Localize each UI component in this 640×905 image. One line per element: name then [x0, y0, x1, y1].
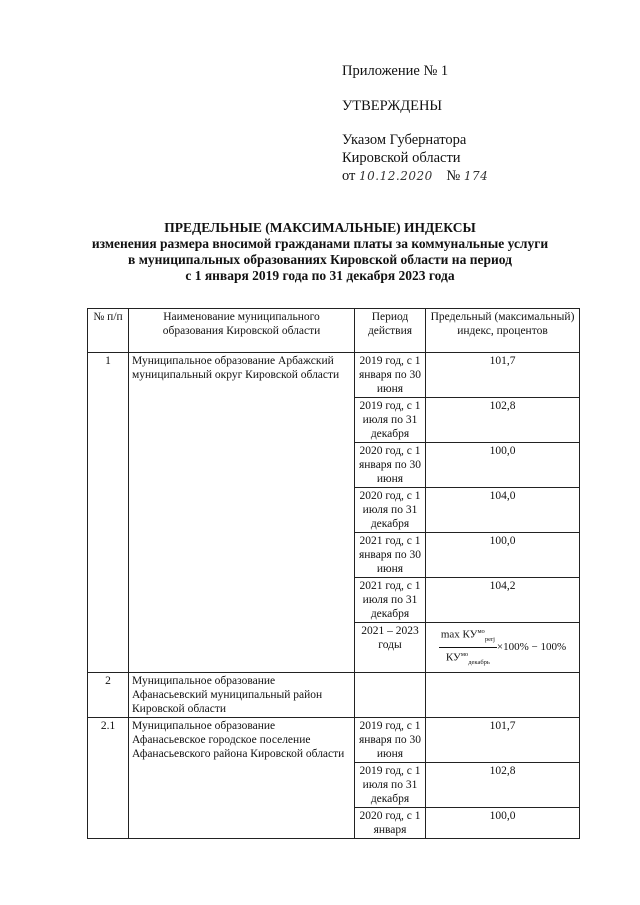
decree-line-1: Указом Губернатора: [342, 132, 467, 148]
index-cell: 101,7: [426, 717, 580, 762]
period-cell: 2020 год, с 1 января по 30 июня: [355, 443, 426, 488]
index-cell: 100,0: [426, 443, 580, 488]
row-num: 2: [88, 672, 129, 717]
row-name: Муниципальное образование Афанасьевское городское поселение Афанасьевского района Кировской области: [129, 717, 355, 838]
index-cell: [426, 672, 580, 717]
col-header-index: Предельный (максимальный) индекс, процентов: [426, 309, 580, 353]
col-header-name: Наименование муниципального образования Кировской области: [129, 309, 355, 353]
period-cell: [355, 672, 426, 717]
title-line-2: изменения размера вносимой гражданами платы за коммунальные услуги: [91, 236, 549, 251]
table-header-row: [88, 309, 580, 353]
period-cell: 2019 год, с 1 июля по 31 декабря: [355, 762, 426, 807]
title-line-4: с 1 января 2019 года по 31 декабря 2023 года: [185, 268, 455, 283]
period-cell: 2019 год, с 1 января по 30 июня: [355, 717, 426, 762]
formula-denominator: $КУ^{мо}_{декабрь}$: [445, 650, 490, 666]
table-row: [88, 717, 580, 762]
period-cell: 2021 – 2023 годы: [355, 623, 426, 673]
row-name: Муниципальное образование Афанасьевский муниципальный район Кировской области: [129, 672, 355, 717]
decree-date-line: [342, 167, 488, 185]
title-line-1: ПРЕДЕЛЬНЫЕ (МАКСИМАЛЬНЫЕ) ИНДЕКСЫ: [164, 220, 476, 235]
period-cell: 2019 год, с 1 января по 30 июня: [355, 353, 426, 398]
period-cell: 2020 год, с 1 июля по 31 декабря: [355, 488, 426, 533]
handwritten-date: 10.12.2020: [359, 169, 433, 183]
row-name: Муниципальное образование Арбажский муниципальный округ Кировской области: [129, 353, 355, 673]
appendix-label: Приложение № 1: [342, 63, 449, 79]
formula-numerator: $\max КУ^{мо}_{perj}$: [439, 625, 497, 648]
index-cell: 104,0: [426, 488, 580, 533]
index-table: [87, 308, 580, 839]
title-line-3: в муниципальных образованиях Кировской области на период: [128, 252, 512, 267]
col-header-num: № п/п: [88, 309, 129, 353]
index-cell: 100,0: [426, 533, 580, 578]
approved-label: УТВЕРЖДЕНЫ: [342, 98, 443, 114]
formula-cell: [426, 623, 580, 673]
index-cell: 101,7: [426, 353, 580, 398]
period-cell: 2020 год, с 1 января: [355, 807, 426, 838]
formula-tail: ×100% − 100%: [496, 640, 567, 653]
index-cell: 100,0: [426, 807, 580, 838]
table-row: [88, 672, 580, 717]
index-cell: 104,2: [426, 578, 580, 623]
formula-fraction: [439, 625, 497, 670]
period-cell: 2021 год, с 1 июля по 31 декабря: [355, 578, 426, 623]
handwritten-number: 174: [463, 169, 489, 183]
period-cell: 2021 год, с 1 января по 30 июня: [355, 533, 426, 578]
from-prefix: от: [342, 168, 356, 184]
row-num: 1: [88, 353, 129, 673]
decree-line-2: Кировской области: [342, 150, 461, 166]
index-cell: 102,8: [426, 762, 580, 807]
row-num: 2.1: [88, 717, 129, 838]
index-cell: 102,8: [426, 398, 580, 443]
number-prefix: №: [446, 168, 461, 184]
table-row: [88, 353, 580, 398]
col-header-period: Период действия: [355, 309, 426, 353]
period-cell: 2019 год, с 1 июля по 31 декабря: [355, 398, 426, 443]
